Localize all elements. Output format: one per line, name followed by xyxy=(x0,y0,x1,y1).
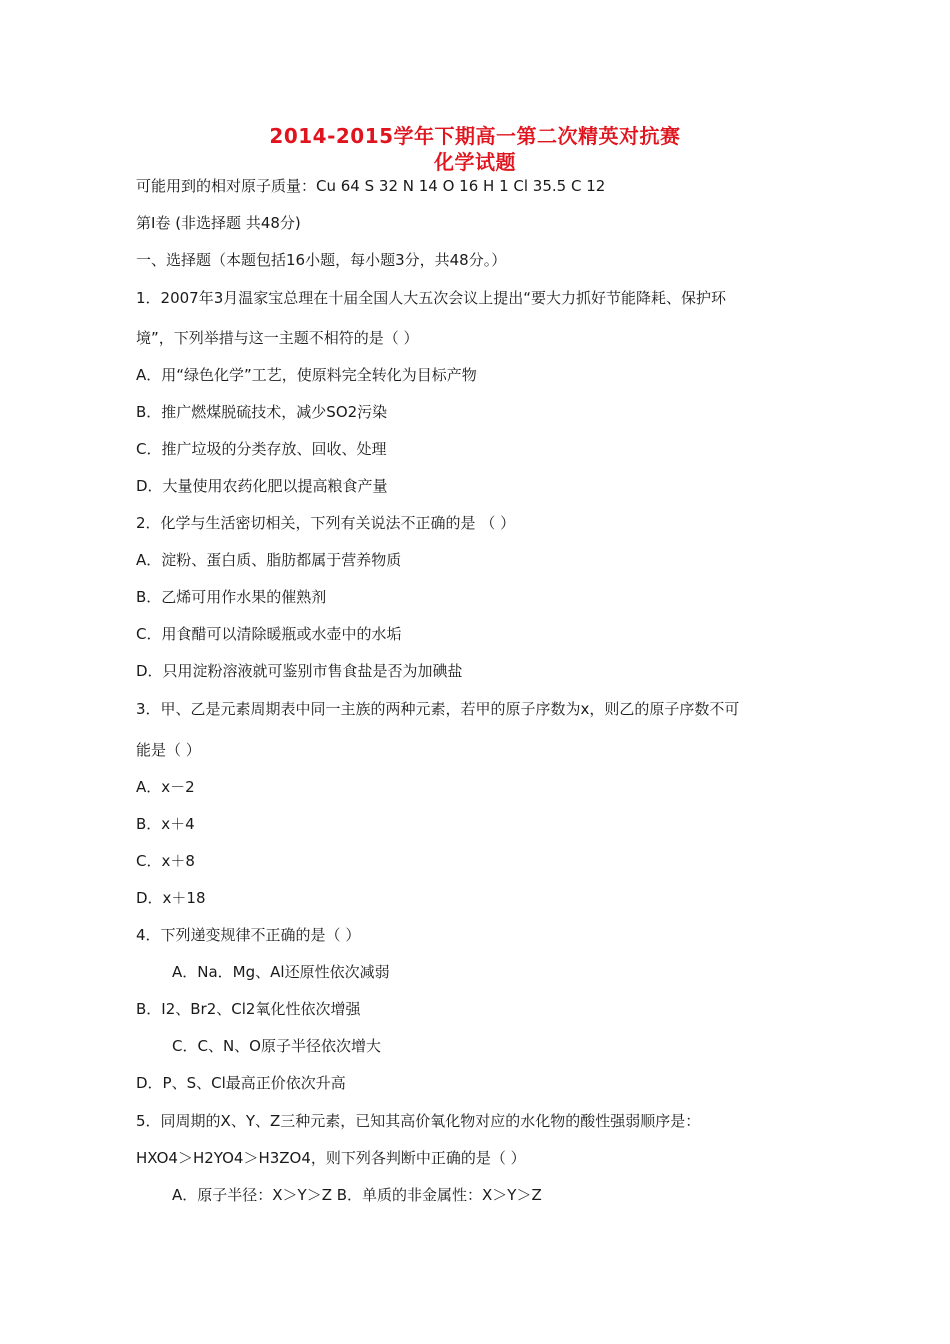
question-1-option-c: C．推广垃圾的分类存放、回收、处理 xyxy=(136,440,387,458)
question-1-option-b: B．推广燃煤脱硫技术，减少SO2污染 xyxy=(136,403,388,421)
question-2-option-b: B．乙烯可用作水果的催熟剂 xyxy=(136,588,327,606)
question-1-option-a: A．用“绿色化学”工艺，使原料完全转化为目标产物 xyxy=(136,366,477,384)
question-3-option-a: A．x－2 xyxy=(136,778,195,796)
question-4-option-d: D．P、S、Cl最高正价依次升高 xyxy=(136,1074,346,1092)
question-2: 2．化学与生活密切相关，下列有关说法不正确的是 （ ） xyxy=(136,514,516,532)
question-5-options-a-b: A．原子半径：X＞Y＞Z B．单质的非金属性：X＞Y＞Z xyxy=(172,1186,542,1204)
question-3-line-2: 能是（ ） xyxy=(136,741,201,759)
exam-title: 2014-2015学年下期高一第二次精英对抗赛 xyxy=(269,124,681,148)
question-5-line-2: HXO4＞H2YO4＞H3ZO4，则下列各判断中正确的是（ ） xyxy=(136,1149,526,1167)
question-2-option-d: D．只用淀粉溶液就可鉴别市售食盐是否为加碘盐 xyxy=(136,662,463,680)
question-4-option-b: B．I2、Br2、Cl2氧化性依次增强 xyxy=(136,1000,361,1018)
question-3-option-c: C．x＋8 xyxy=(136,852,195,870)
question-2-option-a: A．淀粉、蛋白质、脂肪都属于营养物质 xyxy=(136,551,402,569)
question-3-line-1: 3．甲、乙是元素周期表中同一主族的两种元素，若甲的原子序数为x，则乙的原子序数不可 xyxy=(136,700,740,718)
question-4: 4．下列递变规律不正确的是（ ） xyxy=(136,926,361,944)
question-3-option-d: D．x＋18 xyxy=(136,889,206,907)
question-4-option-c: C．C、N、O原子半径依次增大 xyxy=(172,1037,381,1055)
question-1-line-1: 1．2007年3月温家宝总理在十届全国人大五次会议上提出“要大力抓好节能降耗、保护环 xyxy=(136,289,727,307)
volume-heading: 第Ⅰ卷 (非选择题 共48分) xyxy=(136,214,301,232)
atomic-mass-note: 可能用到的相对原子质量：Cu 64 S 32 N 14 O 16 H 1 Cl 35.5 C 12 xyxy=(136,177,606,195)
section-heading: 一、选择题（本题包括16小题，每小题3分，共48分。） xyxy=(136,251,507,269)
question-2-option-c: C．用食醋可以清除暖瓶或水壶中的水垢 xyxy=(136,625,402,643)
question-4-option-a: A．Na．Mg、Al还原性依次减弱 xyxy=(172,963,390,981)
question-1-line-2: 境”，下列举措与这一主题不相符的是（ ） xyxy=(136,329,419,347)
question-5-line-1: 5．同周期的X、Y、Z三种元素，已知其高价氧化物对应的水化物的酸性强弱顺序是： xyxy=(136,1112,701,1130)
question-1-option-d: D．大量使用农药化肥以提高粮食产量 xyxy=(136,477,388,495)
exam-subtitle: 化学试题 xyxy=(434,150,516,174)
question-3-option-b: B．x＋4 xyxy=(136,815,195,833)
